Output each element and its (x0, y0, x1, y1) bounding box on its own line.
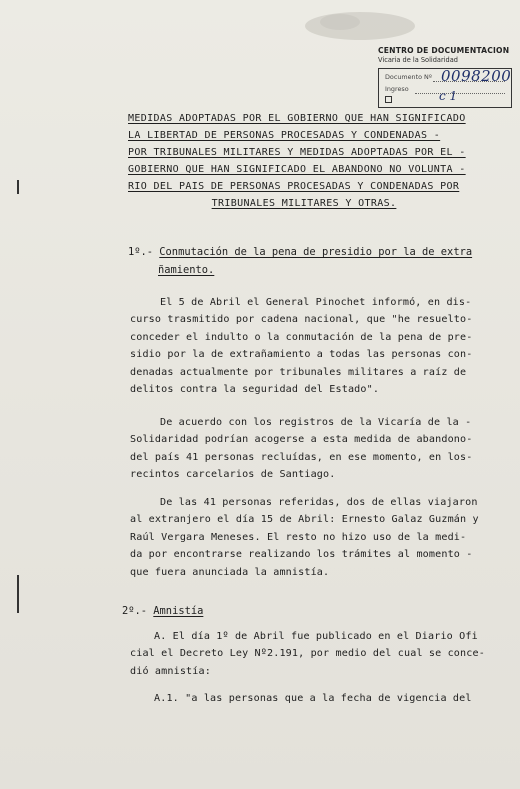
paragraph (130, 494, 479, 581)
title-line: RIO DEL PAIS DE PERSONAS PROCESADAS Y CONDENADAS POR (128, 181, 460, 192)
documentation-stamp (378, 46, 516, 103)
stamp-checkbox (385, 96, 392, 103)
text-line: conceder el indulto o la conmutación de la pena de pre- (130, 331, 473, 343)
text-line: sidio por la de extrañamiento a todas las personas con- (130, 349, 473, 361)
title-line: MEDIDAS ADOPTADAS POR EL GOBIERNO QUE HAN SIGNIFICADO (128, 113, 466, 124)
section-title: Amnistía (153, 605, 204, 617)
text-line: dió amnistía: (130, 665, 211, 677)
title-line: POR TRIBUNALES MILITARES Y MEDIDAS ADOPTADAS POR EL - (128, 147, 466, 158)
paragraph (130, 414, 472, 484)
section-title: Conmutación de la pena de presidio por la de extra (159, 246, 473, 258)
section-1-heading-cont: ñamiento. (158, 264, 215, 276)
text-line: De las 41 personas referidas, dos de ellas viajaron (160, 497, 478, 508)
text-line: denadas actualmente por tribunales militares a raíz de (130, 366, 467, 378)
paragraph (130, 628, 485, 680)
text-line: del país 41 personas recluídas, en ese momento, en los- (130, 451, 473, 463)
text-line: delitos contra la seguridad del Estado". (130, 384, 380, 396)
text-line: De acuerdo con los registros de la Vicaría de la - (160, 417, 472, 428)
text-line: El 5 de Abril el General Pinochet informó, en dis- (160, 297, 472, 308)
text-line: da por encontrarse realizando los trámites al momento - (130, 549, 473, 561)
text-line: cial el Decreto Ley Nº2.191, por medio del cual se conce- (130, 648, 485, 660)
text-line: recintos carcelarios de Santiago. (130, 469, 336, 481)
ingreso-value: c 1 (439, 89, 458, 103)
text-line: que fuera anunciada la amnistía. (130, 566, 330, 578)
title-line: GOBIERNO QUE HAN SIGNIFICADO EL ABANDONO NO VOLUNTA - (128, 164, 466, 175)
text-line: A.1. "a las personas que a la fecha de vigencia del (154, 693, 472, 704)
stamp-title: CENTRO DE DOCUMENTACION (378, 46, 510, 55)
text-line: curso trasmitido por cadena nacional, que "he resuelto- (130, 314, 473, 326)
section-number: 2º.- (122, 605, 148, 617)
ingreso-label: Ingreso (385, 85, 409, 93)
ink-smudge (300, 8, 420, 44)
section-2-heading (122, 603, 203, 620)
text-line: al extranjero el día 15 de Abril: Ernesto Galaz Guzmán y (130, 514, 479, 526)
text-line: Solidaridad podrían acogerse a esta medida de abandono- (130, 434, 473, 446)
stamp-subtitle: Vicaria de la Solidaridad (378, 56, 458, 64)
title-line: LA LIBERTAD DE PERSONAS PROCESADAS Y CONDENADAS - (128, 130, 441, 141)
paragraph (130, 294, 472, 398)
title-line: TRIBUNALES MILITARES Y OTRAS. (211, 198, 397, 209)
margin-mark (17, 180, 19, 194)
document-title (128, 110, 480, 212)
stamp-box (378, 68, 512, 108)
paragraph (154, 690, 472, 707)
document-number: 0098200 (441, 67, 512, 85)
margin-mark (17, 575, 19, 613)
section-1-heading (128, 244, 472, 261)
documento-label: Documento Nº (385, 73, 432, 81)
text-line: Raúl Vergara Meneses. El resto no hizo uso de la medi- (130, 531, 467, 543)
text-line: A. El día 1º de Abril fue publicado en el Diario Ofi (154, 631, 478, 642)
section-number: 1º.- (128, 246, 154, 258)
stamp-line (415, 93, 505, 94)
